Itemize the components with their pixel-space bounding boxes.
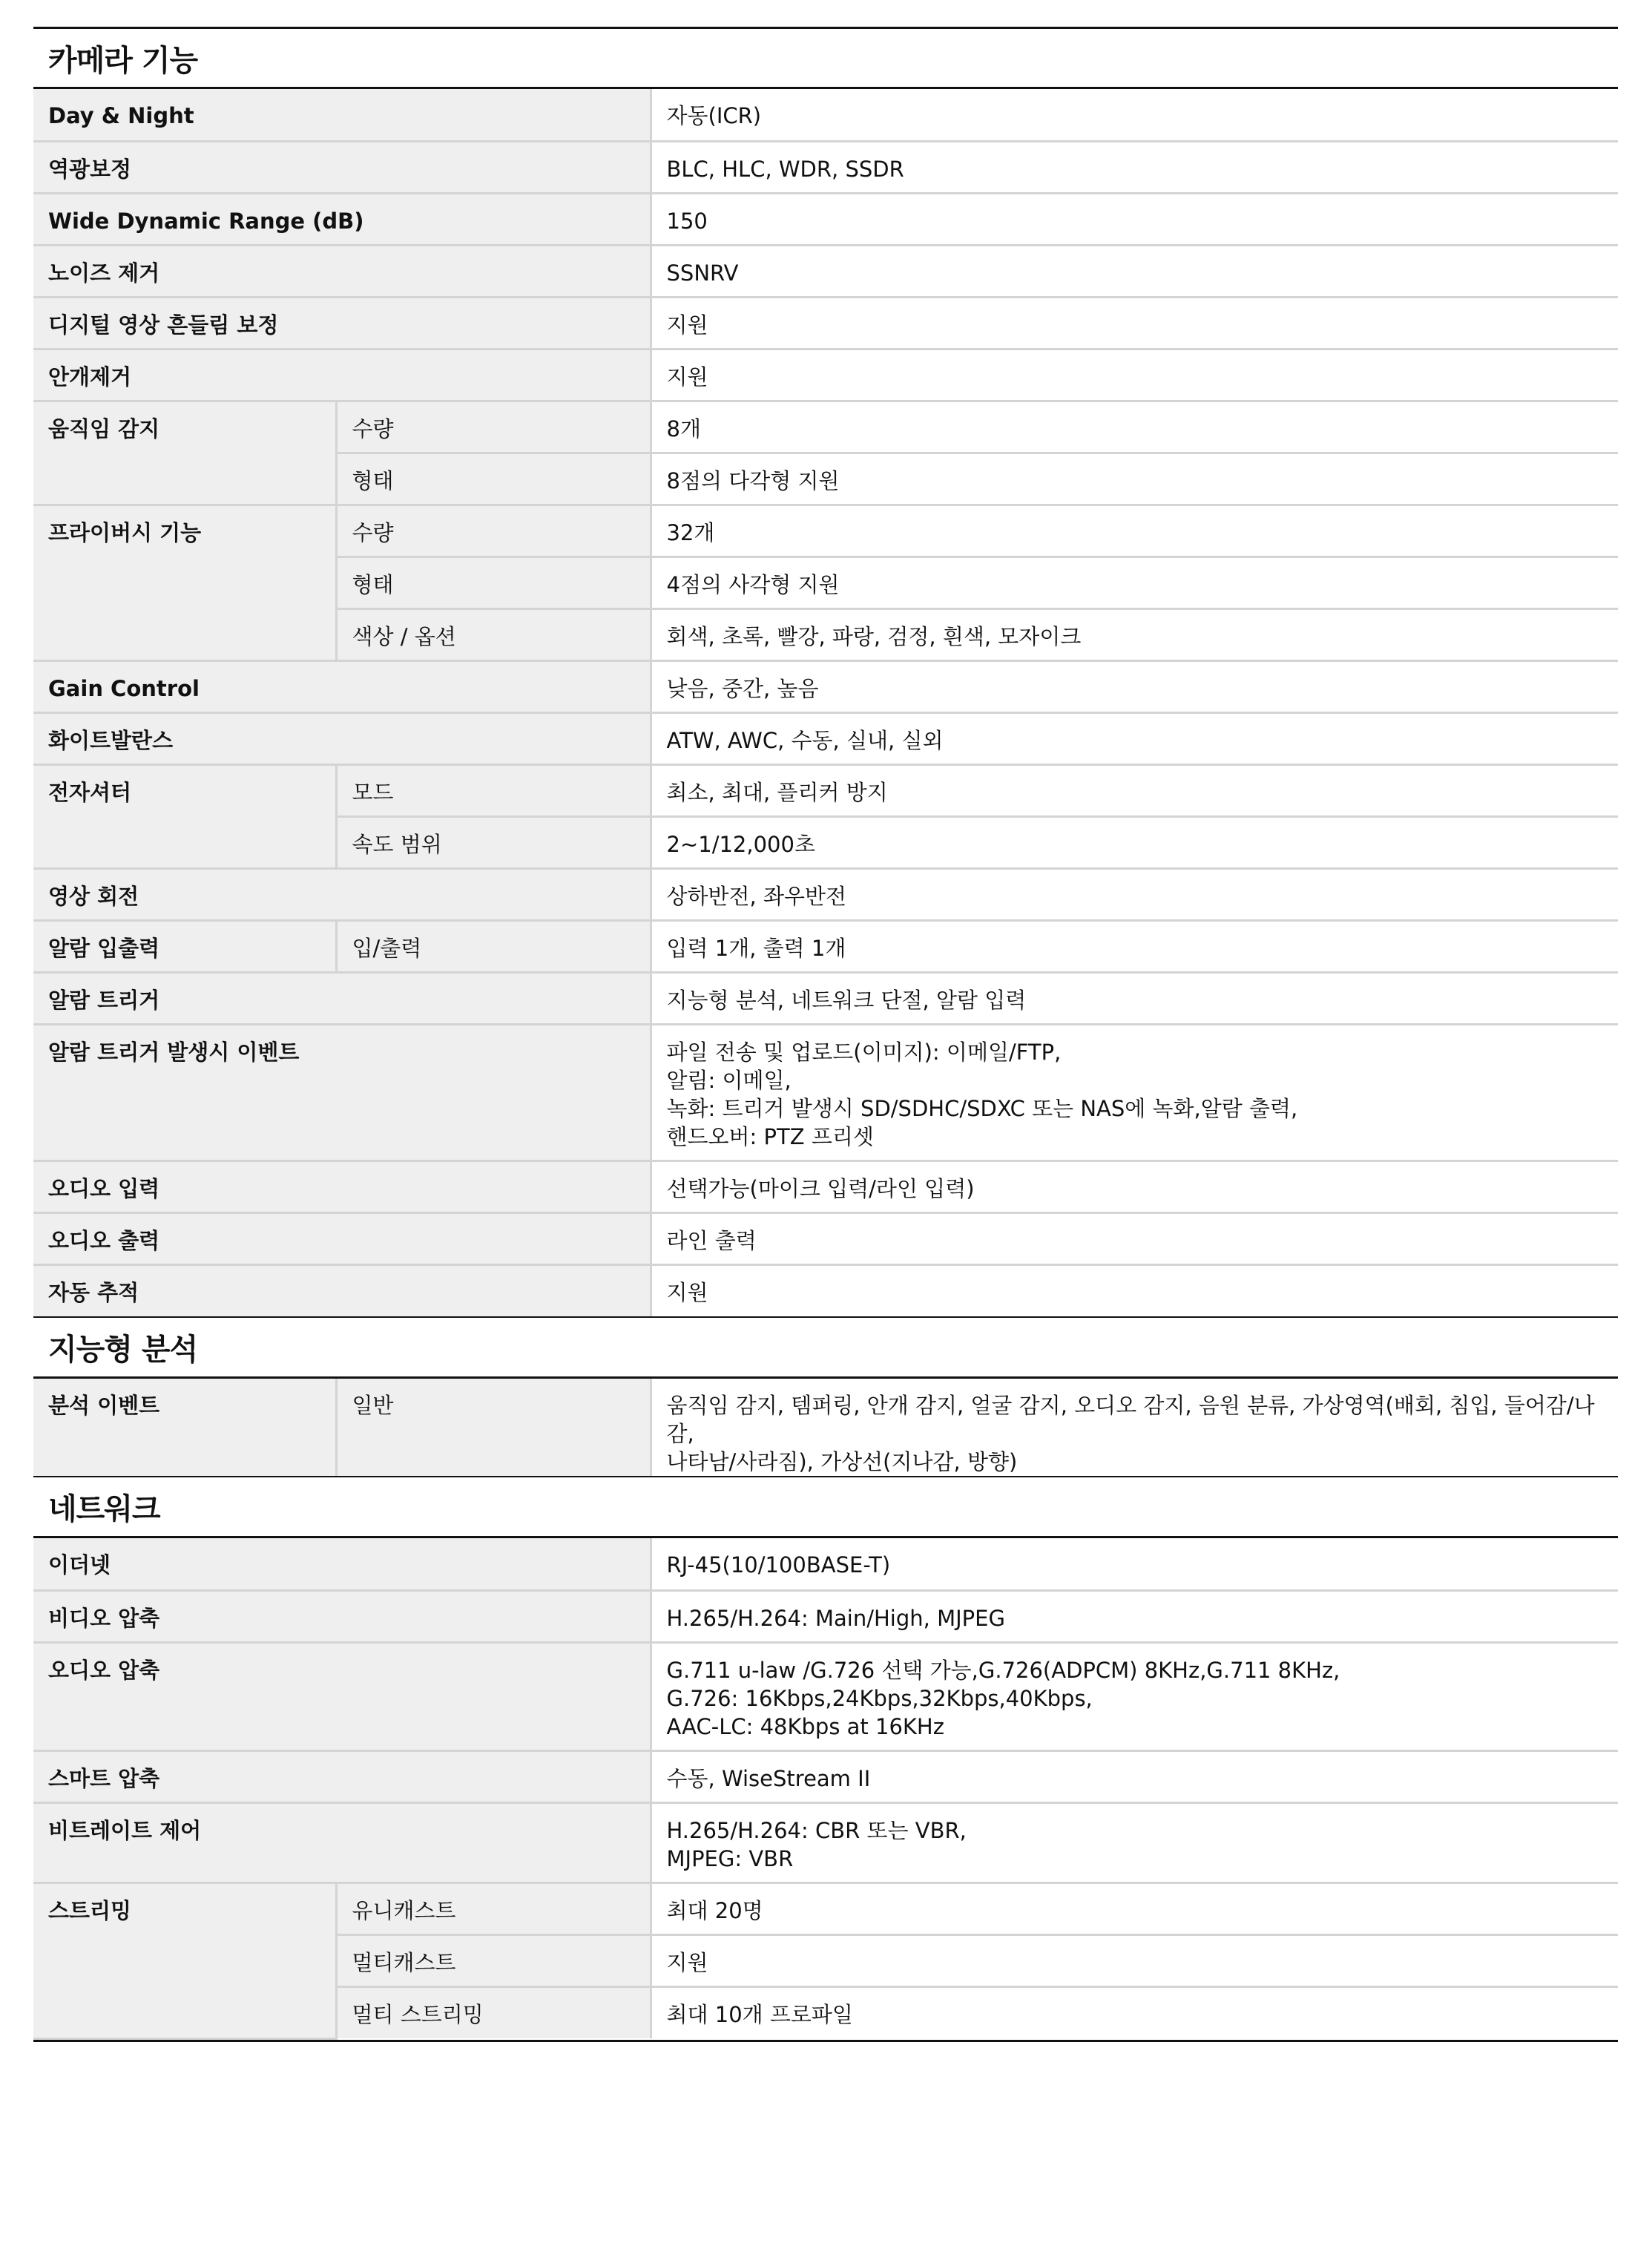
row-label: Wide Dynamic Range (dB) [33,193,651,245]
spec-value-line: 2~1/12,000초 [666,831,815,857]
row-value [651,557,1618,608]
row-value [651,245,1618,297]
row-value [651,89,1618,141]
spec-table [33,1379,1618,1476]
spec-value-line: 자동(ICR) [666,103,762,128]
spec-value-line: 8개 [666,416,701,442]
spec-value-line: 나타남/사라짐), 가상선(지나감, 방향) [666,1449,1018,1474]
row-value [651,297,1618,349]
table-row [33,1750,1618,1802]
row-label: 화이트발란스 [33,712,651,764]
table-row [33,245,1618,297]
spec-value-line: G.711 u-law /G.726 선택 가능,G.726(ADPCM) 8KHz,G.711 8KHz, [666,1657,1340,1683]
table-row [33,1264,1618,1316]
row-label: 노이즈 제거 [33,245,651,297]
spec-value-line: 선택가능(마이크 입력/라인 입력) [666,1175,975,1201]
row-label: 이더넷 [33,1538,651,1590]
spec-value-line: 회색, 초록, 빨강, 파랑, 검정, 흰색, 모자이크 [666,623,1082,649]
spec-value-line: 입력 1개, 출력 1개 [666,935,846,961]
row-sublabel: 형태 [336,453,651,505]
table-row [33,297,1618,349]
row-label: 전자셔터 [33,764,336,868]
spec-value-line: 라인 출력 [666,1227,757,1253]
table-row [33,349,1618,401]
row-value [651,1379,1618,1476]
spec-value-line: 최대 20명 [666,1897,763,1923]
row-label: 영상 회전 [33,868,651,920]
row-label: 알람 트리거 발생시 이벤트 [33,1024,651,1161]
spec-value-line: 녹화: 트리거 발생시 SD/SDHC/SDXC 또는 NAS에 녹화,알람 출력, [666,1095,1298,1121]
spec-value-line: 지능형 분석, 네트워크 단절, 알람 입력 [666,987,1027,1013]
section-title: 지능형 분석 [33,1316,1618,1379]
row-value [651,1986,1618,2038]
table-row [33,1538,1618,1590]
spec-value-line: 파일 전송 및 업로드(이미지): 이메일/FTP, [666,1039,1062,1065]
table-row [33,1642,1618,1750]
row-label: 프라이버시 기능 [33,505,336,660]
row-value [651,1024,1618,1161]
spec-value-line: SSNRV [666,260,739,286]
spec-value-line: H.265/H.264: Main/High, MJPEG [666,1605,1005,1631]
table-row [33,1590,1618,1642]
spec-table [33,1538,1618,2040]
spec-value-line: 8점의 다각형 지원 [666,467,840,493]
row-label: 자동 추적 [33,1264,651,1316]
row-sublabel: 색상 / 옵션 [336,608,651,660]
row-label: 역광보정 [33,141,651,193]
row-value [651,453,1618,505]
spec-table [33,89,1618,1316]
row-value [651,193,1618,245]
row-sublabel: 형태 [336,557,651,608]
spec-value-line: 수동, WiseStream II [666,1765,871,1791]
row-label: 스마트 압축 [33,1750,651,1802]
row-value [651,401,1618,453]
row-sublabel: 속도 범위 [336,816,651,868]
table-row [33,141,1618,193]
row-value [651,349,1618,401]
row-value [651,1802,1618,1883]
spec-value-line: 최소, 최대, 플리커 방지 [666,779,888,805]
row-label: 분석 이벤트 [33,1379,336,1476]
row-value [651,1590,1618,1642]
spec-value-line: G.726: 16Kbps,24Kbps,32Kbps,40Kbps, [666,1685,1093,1711]
spec-value-line: 지원 [666,312,708,338]
spec-value-line: AAC-LC: 48Kbps at 16KHz [666,1713,944,1739]
section-title: 네트워크 [33,1476,1618,1538]
row-sublabel: 일반 [336,1379,651,1476]
spec-value-line: 핸드오버: PTZ 프리셋 [666,1123,874,1149]
row-value [651,972,1618,1024]
row-sublabel: 멀티캐스트 [336,1934,651,1986]
bottom-rule [33,2040,1618,2042]
spec-value-line: 낮음, 중간, 높음 [666,675,819,701]
row-label: 움직임 감지 [33,401,336,505]
row-sublabel: 멀티 스트리밍 [336,1986,651,2038]
row-label: 오디오 압축 [33,1642,651,1750]
row-label: 알람 트리거 [33,972,651,1024]
spec-sheet [33,27,1618,2042]
table-row [33,660,1618,712]
table-row [33,868,1618,920]
table-row [33,1379,1618,1476]
row-label: 오디오 출력 [33,1212,651,1264]
table-row [33,1212,1618,1264]
table-row [33,1802,1618,1883]
row-label: Gain Control [33,660,651,712]
table-row [33,920,1618,972]
spec-value-line: 지원 [666,1279,708,1305]
row-sublabel: 모드 [336,764,651,816]
table-row [33,1024,1618,1161]
spec-value-line: 알림: 이메일, [666,1067,792,1093]
row-sublabel: 유니캐스트 [336,1883,651,1934]
row-label: 알람 입출력 [33,920,336,972]
row-value [651,764,1618,816]
spec-value-line: ATW, AWC, 수동, 실내, 실외 [666,727,944,753]
row-sublabel: 입/출력 [336,920,651,972]
table-row [33,712,1618,764]
row-label: 오디오 입력 [33,1161,651,1212]
spec-value-line: BLC, HLC, WDR, SSDR [666,156,904,182]
row-value [651,920,1618,972]
spec-value-line: 움직임 감지, 템퍼링, 안개 감지, 얼굴 감지, 오디오 감지, 음원 분류, 가상영역(배회, 침입, 들어감/나감, [666,1393,1595,1446]
row-sublabel: 수량 [336,505,651,557]
row-value [651,1642,1618,1750]
spec-value-line: 최대 10개 프로파일 [666,2001,853,2027]
row-label: Day & Night [33,89,651,141]
row-label: 스트리밍 [33,1883,336,2038]
table-row [33,764,1618,816]
section-title: 카메라 기능 [33,27,1618,89]
table-row [33,972,1618,1024]
table-row [33,1161,1618,1212]
row-value [651,505,1618,557]
table-row [33,1883,1618,1934]
row-value [651,1161,1618,1212]
row-value [651,1750,1618,1802]
spec-value-line: MJPEG: VBR [666,1845,794,1871]
table-row [33,401,1618,453]
row-value [651,1264,1618,1316]
row-value [651,712,1618,764]
spec-value-line: 4점의 사각형 지원 [666,571,840,597]
row-label: 디지털 영상 흔들림 보정 [33,297,651,349]
row-value [651,1212,1618,1264]
row-value [651,141,1618,193]
row-label: 비디오 압축 [33,1590,651,1642]
row-value [651,868,1618,920]
spec-value-line: 32개 [666,519,715,545]
row-value [651,1883,1618,1934]
row-value [651,1538,1618,1590]
row-value [651,1934,1618,1986]
row-sublabel: 수량 [336,401,651,453]
spec-value-line: RJ-45(10/100BASE-T) [666,1552,891,1578]
spec-value-line: 150 [666,208,708,234]
table-row [33,505,1618,557]
row-value [651,660,1618,712]
row-label: 비트레이트 제어 [33,1802,651,1883]
row-value [651,608,1618,660]
spec-value-line: 지원 [666,364,708,390]
table-row [33,89,1618,141]
row-label: 안개제거 [33,349,651,401]
table-row [33,193,1618,245]
spec-value-line: H.265/H.264: CBR 또는 VBR, [666,1817,967,1843]
spec-value-line: 지원 [666,1949,708,1975]
spec-value-line: 상하반전, 좌우반전 [666,883,847,909]
row-value [651,816,1618,868]
